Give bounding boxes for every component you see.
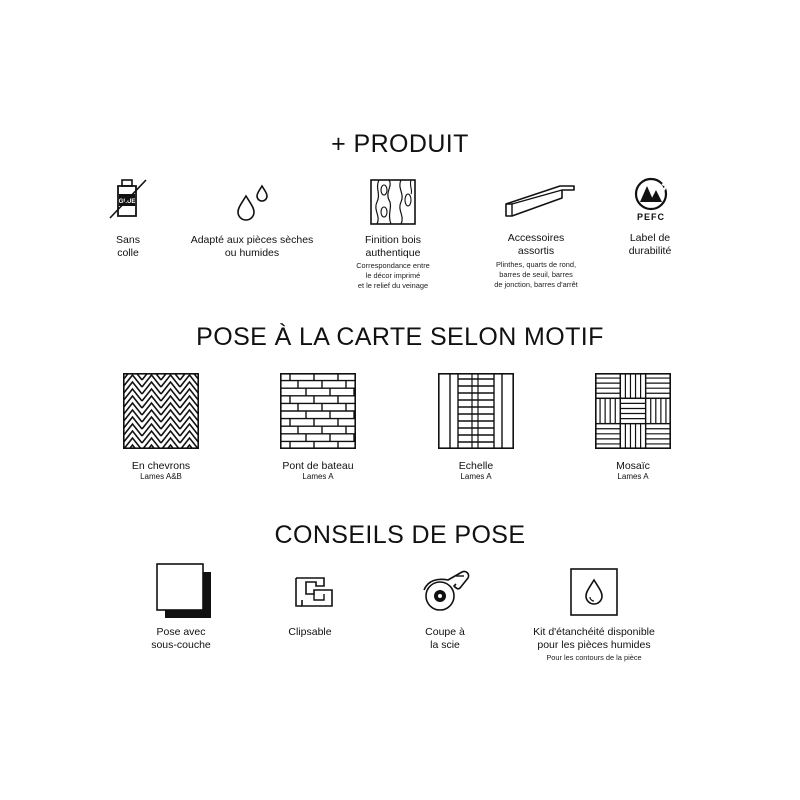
pattern-name: Echelle — [458, 460, 494, 472]
sealing-kit-icon — [570, 568, 618, 616]
sub-kit-etancheite: Pour les contours de la pièce — [546, 653, 642, 662]
section-title-pose: POSE À LA CARTE SELON MOTIF — [196, 323, 604, 351]
pattern-name: Mosaïc — [616, 460, 650, 472]
pattern-name: Pont de bateau — [282, 460, 354, 472]
pattern-sub: Lames A — [302, 472, 334, 481]
underlay-icon — [155, 562, 213, 620]
saw-icon — [418, 566, 472, 616]
label-sous-couche: Pose avec sous-couche — [151, 626, 211, 651]
pattern-sub: Lames A — [617, 472, 649, 481]
mosaic-pattern-icon — [595, 373, 671, 449]
label-accessoires: Accessoires assortis — [507, 232, 565, 257]
pefc-text: PEFC — [636, 212, 666, 222]
pattern-mosaic — [573, 460, 693, 482]
ladder-pattern-icon — [438, 373, 514, 449]
label-durabilite: Label de durabilité — [628, 232, 672, 257]
no-glue-icon — [106, 176, 150, 220]
pattern-sub: Lames A&B — [140, 472, 182, 481]
label-sans-colle: Sans colle — [116, 234, 140, 259]
section-title-produit: + PRODUIT — [331, 130, 469, 158]
chevron-pattern-icon — [123, 373, 199, 449]
pattern-pont-bateau — [258, 460, 378, 482]
section-title-conseils: CONSEILS DE POSE — [274, 521, 526, 549]
label-adapte: Adapté aux pièces sèches ou humides — [190, 234, 314, 259]
label-kit-etancheite: Kit d'étanchéité disponible pour les pièces humides — [533, 626, 655, 651]
water-drops-icon — [232, 180, 272, 224]
label-finition-bois: Finition bois authentique — [364, 234, 422, 259]
pattern-name: En chevrons — [131, 460, 191, 472]
label-clipsable: Clipsable — [288, 626, 332, 638]
pattern-sub: Lames A — [460, 472, 492, 481]
sub-accessoires: Plinthes, quarts de rond, barres de seuil, barres de jonction, barres d'arrêt — [494, 260, 578, 289]
label-coupe-scie: Coupe à la scie — [425, 626, 465, 651]
click-joint-icon — [294, 574, 334, 610]
pattern-chevrons — [101, 460, 221, 482]
pefc-logo-icon — [626, 174, 676, 224]
profile-accessory-icon — [502, 180, 578, 220]
glue-text: GLUE — [118, 199, 136, 205]
wood-grain-icon — [369, 178, 417, 226]
boat-deck-pattern-icon — [280, 373, 356, 449]
pattern-echelle — [416, 460, 536, 482]
sub-finition-bois: Correspondance entre le décor imprimé et le relief du veinage — [356, 261, 430, 290]
